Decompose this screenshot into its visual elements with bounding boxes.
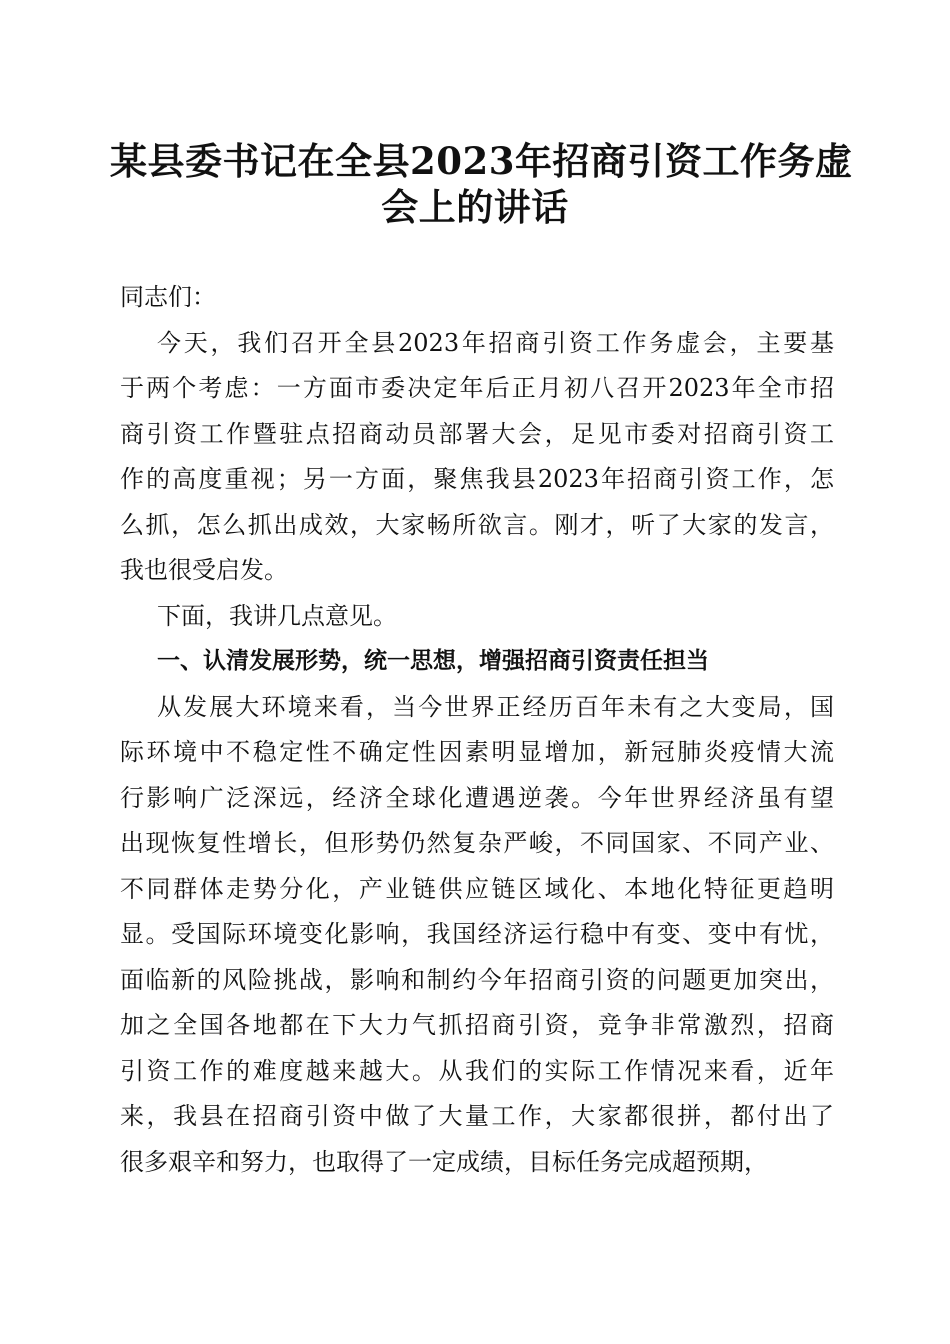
paragraph-line: 今天，我们召开全县2023年招商引资工作务虚会，主要基 [157,328,834,357]
paragraph-line: 作的高度重视；另一方面，聚焦我县2023年招商引资工作，怎 [120,465,834,493]
title-line-2: 会上的讲话 [381,185,569,229]
document-title [110,138,853,230]
paragraph-line: 显。受国际环境变化影响，我国经济运行稳中有变、变中有忧， [120,920,834,948]
paragraph-line: 来，我县在招商引资中做了大量工作，大家都很拼，都付出了 [120,1102,834,1130]
paragraph-2: 下面，我讲几点意见。 [157,601,397,630]
paragraph-line: 引资工作的难度越来越大。从我们的实际工作情况来看，近年 [120,1056,834,1085]
paragraph-line: 商引资工作暨驻点招商动员部署大会，足见市委对招商引资工 [120,419,834,448]
paragraph-line: 么抓，怎么抓出成效，大家畅所欲言。刚才，听了大家的发言， [120,510,834,539]
paragraph-line: 出现恢复性增长，但形势仍然复杂严峻，不同国家、不同产业、 [120,829,834,857]
paragraph-line: 面临新的风险挑战，影响和制约今年招商引资的问题更加突出， [120,965,834,994]
paragraph-3 [120,685,834,1186]
paragraph-line: 我也很受启发。 [120,556,288,584]
title-line-1: 某县委书记在全县2023年招商引资工作务虚 [110,139,853,183]
paragraph-line: 际环境中不稳定性不确定性因素明显增加，新冠肺炎疫情大流 [120,738,834,766]
paragraph-line: 很多艰辛和努力，也取得了一定成绩，目标任务完成超预期， [120,1147,768,1176]
paragraph-line: 行影响广泛深远，经济全球化遭遇逆袭。今年世界经济虽有望 [120,783,834,812]
section-heading-1: 一、认清发展形势，统一思想，增强招商引资责任担当 [157,648,709,674]
paragraph-line: 加之全国各地都在下大力气抓招商引资，竞争非常激烈，招商 [120,1011,834,1039]
paragraph-line: 于两个考虑：一方面市委决定年后正月初八召开2023年全市招 [120,374,834,402]
document-body [120,275,834,1185]
paragraph-1 [120,321,834,594]
paragraph-line: 从发展大环境来看，当今世界正经历百年未有之大变局，国 [157,692,834,721]
salutation: 同志们： [120,283,216,311]
paragraph-line: 不同群体走势分化，产业链供应链区域化、本地化特征更趋明 [120,874,834,903]
